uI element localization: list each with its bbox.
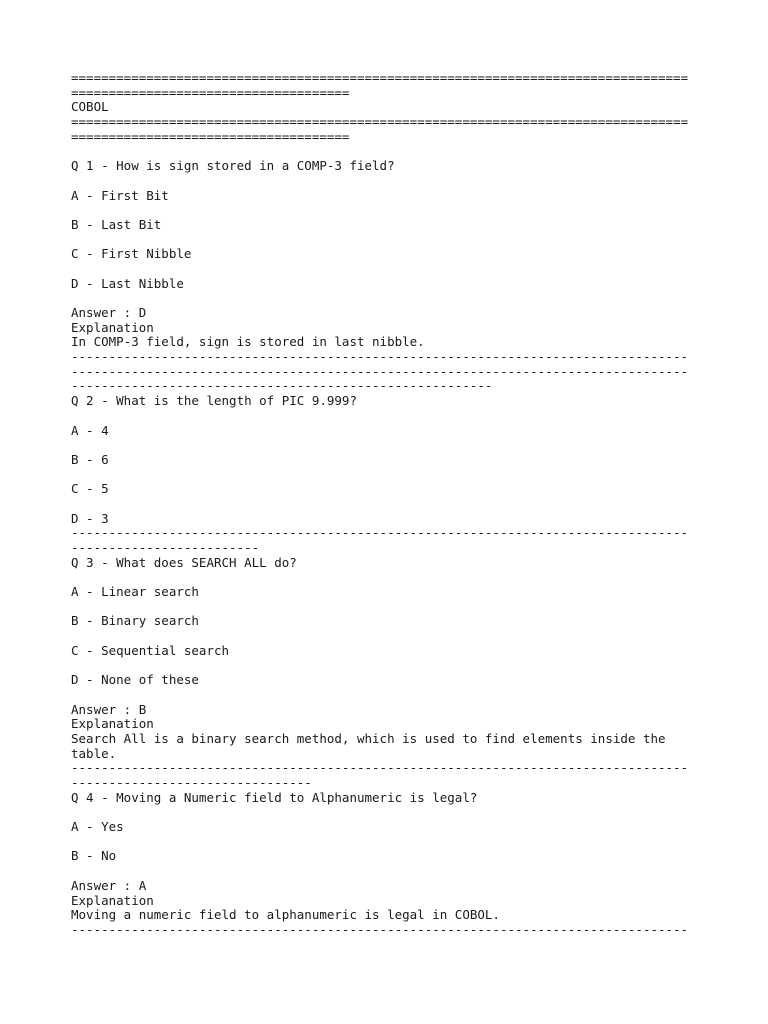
- separator-double: ==================================================================================: [71, 115, 689, 130]
- text-line: In COMP-3 field, sign is stored in last nibble.: [71, 335, 425, 350]
- blank-line: [71, 835, 711, 850]
- option-line: B - Binary search: [71, 614, 199, 629]
- question-line: Q 3 - What does SEARCH ALL do?: [71, 555, 297, 570]
- text-line: Search All is a binary search method, which is used to find elements inside the: [71, 731, 666, 746]
- option-line: A - Linear search: [71, 585, 199, 600]
- blank-line: [71, 864, 711, 879]
- blank-line: [71, 233, 711, 248]
- question-line: Q 1 - How is sign stored in a COMP-3 field?: [71, 159, 395, 174]
- separator-dashed: ----------------------------------------------------------------------------------: [71, 922, 689, 937]
- question-line: Q 4 - Moving a Numeric field to Alphanumeric is legal?: [71, 790, 478, 805]
- separator-double: =====================================: [71, 85, 350, 100]
- blank-line: [71, 600, 711, 615]
- blank-line: [71, 291, 711, 306]
- blank-line: [71, 438, 711, 453]
- blank-line: [71, 497, 711, 512]
- answer-line: Answer : D: [71, 306, 147, 320]
- blank-line: [71, 203, 711, 218]
- blank-line: [71, 659, 711, 674]
- document-title: COBOL: [71, 100, 109, 115]
- document-page: [71, 71, 711, 938]
- separator-dashed: --------------------------------------------------------: [71, 379, 493, 394]
- option-line: A - First Bit: [71, 188, 169, 203]
- blank-line: [71, 570, 711, 585]
- explanation-heading: Explanation: [71, 893, 154, 908]
- option-line: B - 6: [71, 452, 109, 467]
- separator-dashed: ----------------------------------------------------------------------------------: [71, 364, 689, 379]
- separator-dashed: ----------------------------------------------------------------------------------: [71, 350, 689, 365]
- blank-line: [71, 174, 711, 189]
- blank-line: [71, 629, 711, 644]
- separator-dashed: ----------------------------------------------------------------------------------: [71, 761, 689, 776]
- blank-line: [71, 688, 711, 703]
- option-line: C - First Nibble: [71, 247, 192, 262]
- option-line: D - None of these: [71, 673, 199, 688]
- blank-line: [71, 805, 711, 820]
- answer-line: Answer : B: [71, 702, 147, 717]
- text-line: table.: [71, 746, 117, 761]
- option-line: B - No: [71, 849, 117, 864]
- blank-line: [71, 409, 711, 424]
- separator-dashed: ----------------------------------------------------------------------------------: [71, 526, 689, 541]
- option-line: B - Last Bit: [71, 217, 162, 232]
- blank-line: [71, 262, 711, 277]
- blank-line: [71, 468, 711, 483]
- text-line: Moving a numeric field to alphanumeric is legal in COBOL.: [71, 908, 500, 923]
- explanation-heading: Explanation: [71, 320, 154, 335]
- answer-line: Answer : A: [71, 878, 147, 893]
- option-line: D - Last Nibble: [71, 276, 184, 291]
- explanation-heading: Explanation: [71, 717, 154, 732]
- option-line: C - 5: [71, 482, 109, 497]
- separator-dashed: --------------------------------: [71, 776, 312, 790]
- separator-double: ==================================================================================: [71, 71, 689, 85]
- separator-double: =====================================: [71, 129, 350, 144]
- option-line: C - Sequential search: [71, 643, 230, 658]
- option-line: A - 4: [71, 423, 109, 438]
- separator-dashed: -------------------------: [71, 541, 260, 555]
- option-line: D - 3: [71, 511, 109, 526]
- question-line: Q 2 - What is the length of PIC 9.999?: [71, 394, 357, 409]
- blank-line: [71, 144, 711, 159]
- option-line: A - Yes: [71, 820, 124, 835]
